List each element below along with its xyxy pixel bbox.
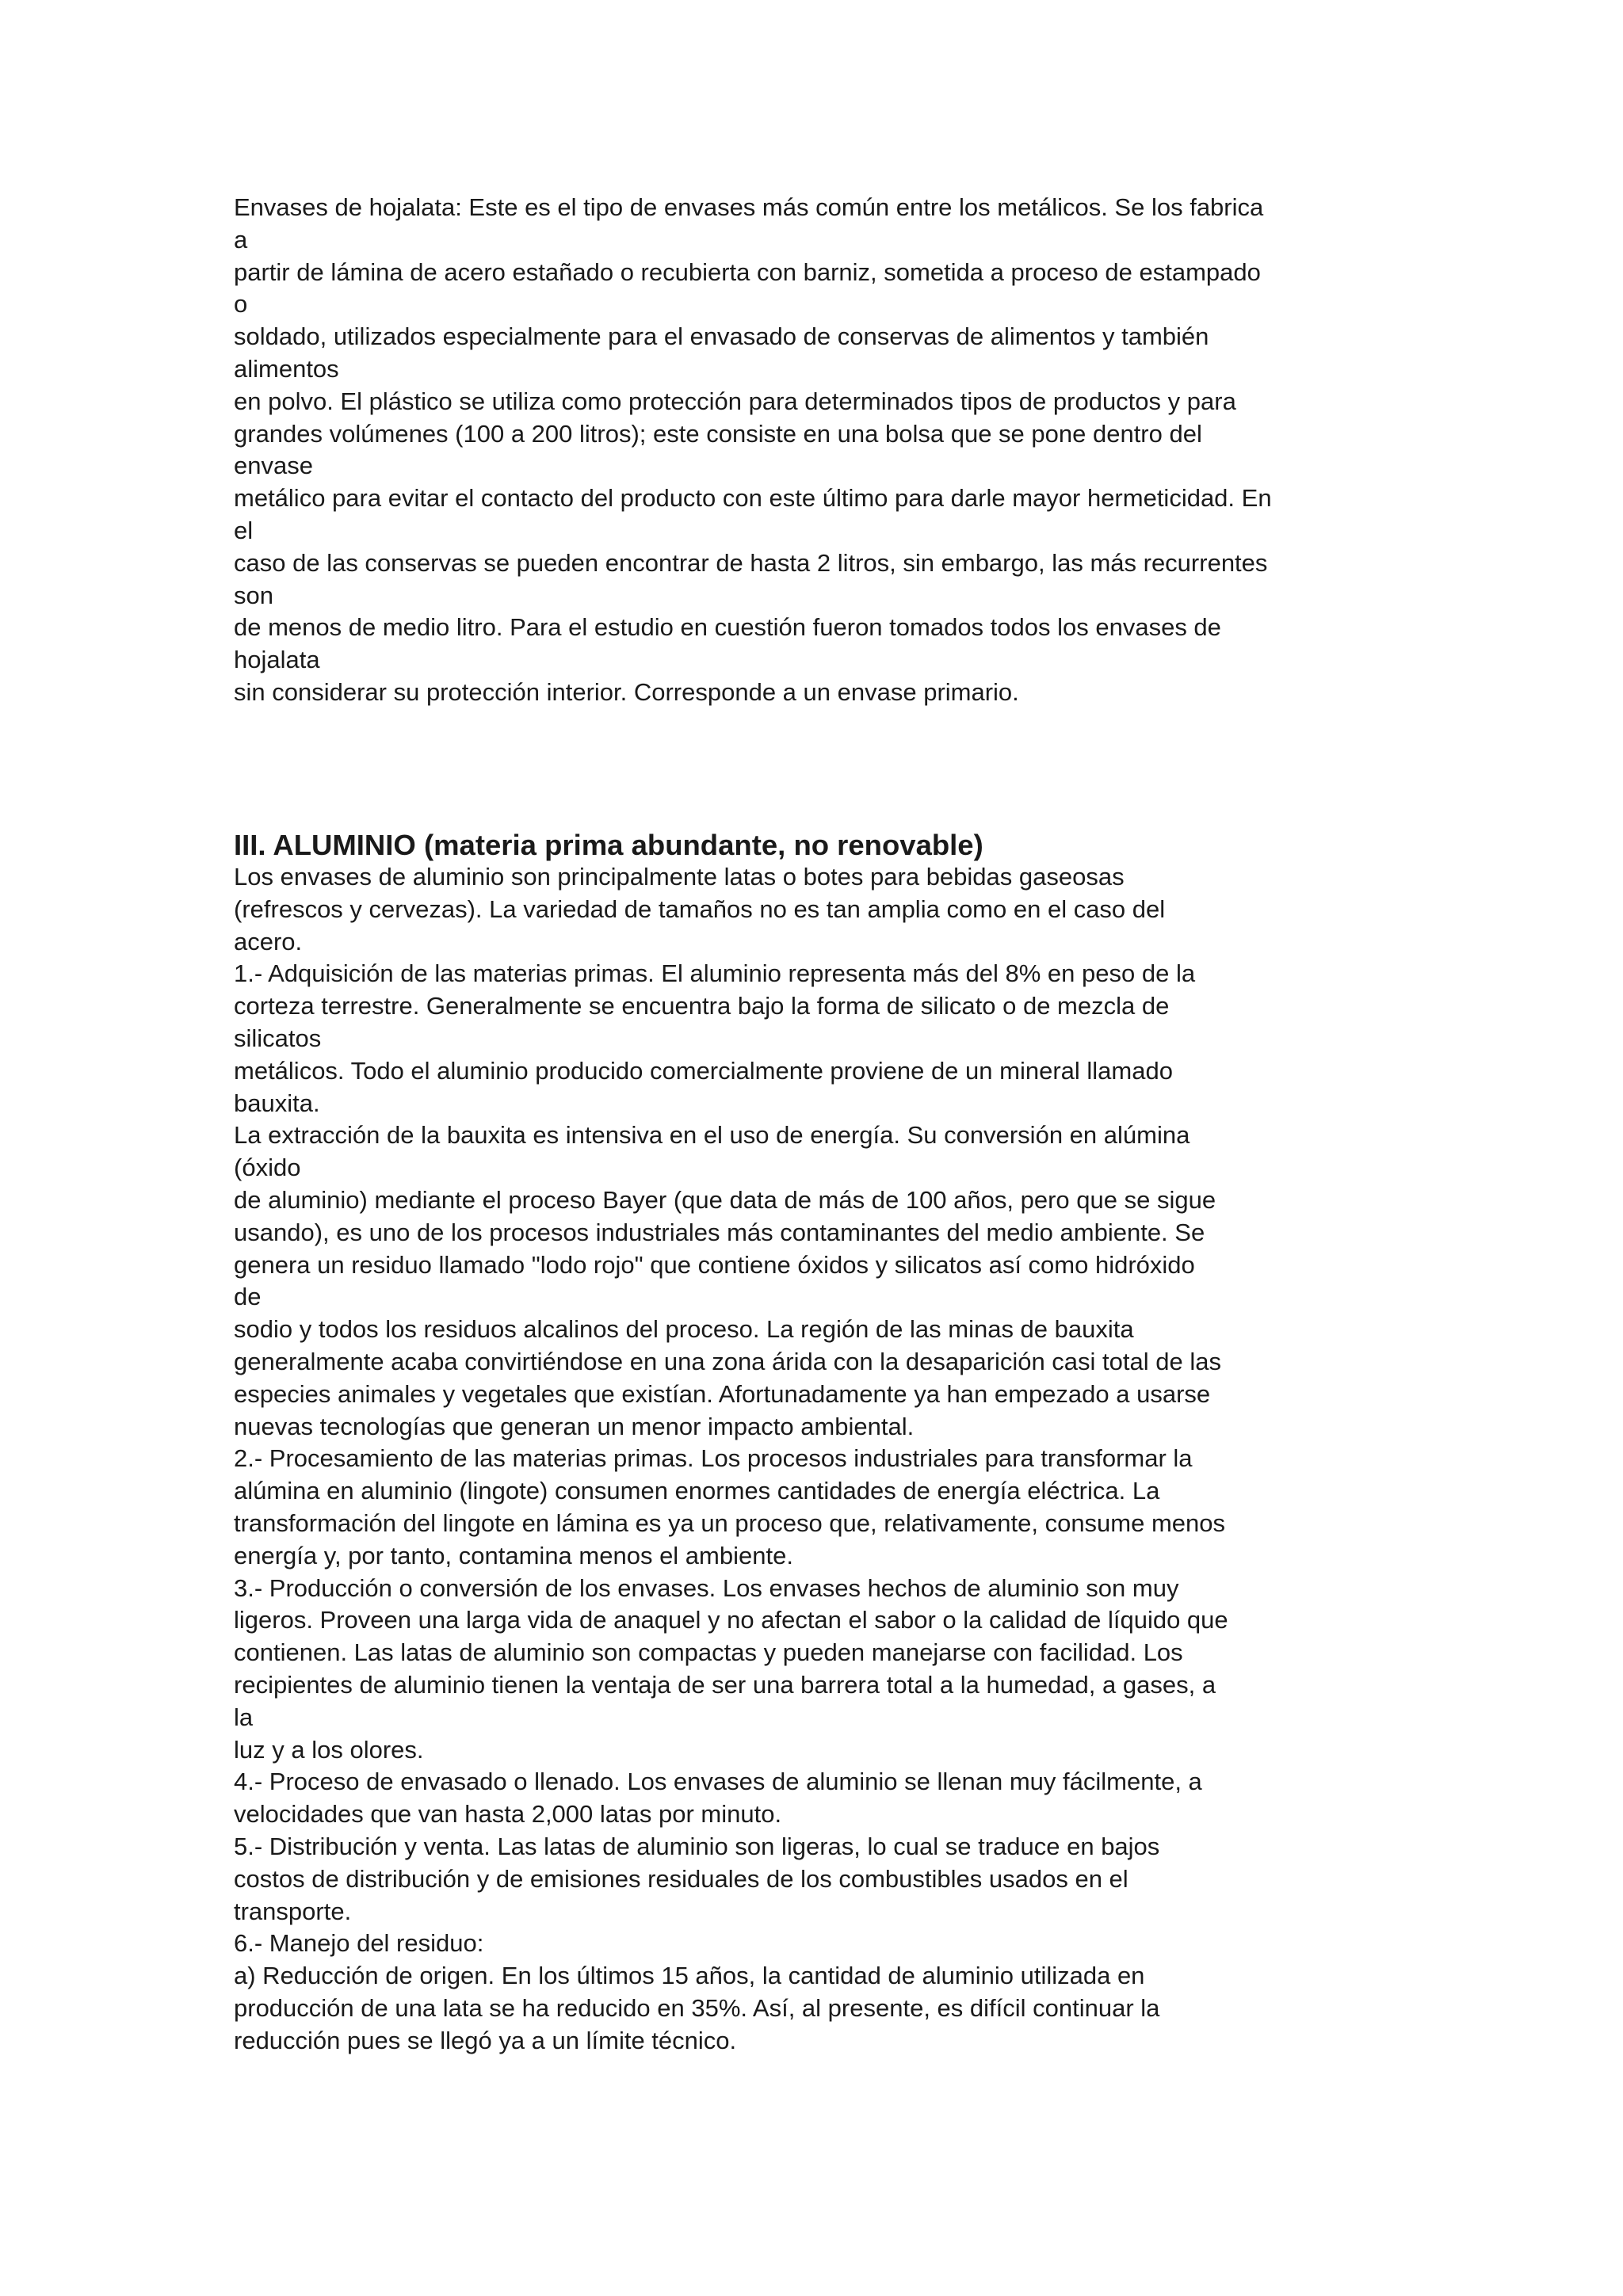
text-line: el	[234, 516, 254, 544]
text-line: metálicos. Todo el aluminio producido comercialmente proviene de un mineral llamado	[234, 1056, 1173, 1085]
text-line: (refrescos y cervezas). La variedad de tamaños no es tan amplia como en el caso del	[234, 894, 1166, 923]
text-line: producción de una lata se ha reducido en 35%. Así, al presente, es difícil continuar la	[234, 1993, 1160, 2022]
text-line: en polvo. El plástico se utiliza como protección para determinados tipos de productos y para	[234, 387, 1236, 415]
text-line: alúmina en aluminio (lingote) consumen enormes cantidades de energía eléctrica. La	[234, 1477, 1160, 1505]
text-line: energía y, por tanto, contamina menos el ambiente.	[234, 1541, 793, 1569]
text-line: soldado, utilizados especialmente para el envasado de conservas de alimentos y también	[234, 322, 1209, 351]
aluminio-section	[234, 827, 1423, 2057]
text-line: usando), es uno de los procesos industriales más contaminantes del medio ambiente. Se	[234, 1218, 1205, 1246]
text-line: 6.- Manejo del residuo:	[234, 1929, 484, 1958]
text-line: sodio y todos los residuos alcalinos del proceso. La región de las minas de bauxita	[234, 1315, 1134, 1344]
text-line: La extracción de la bauxita es intensiva en el uso de energía. Su conversión en alúmina	[234, 1121, 1190, 1150]
text-line: contienen. Las latas de aluminio son compactas y pueden manejarse con facilidad. Los	[234, 1638, 1183, 1667]
text-line: nuevas tecnologías que generan un menor impacto ambiental.	[234, 1412, 915, 1440]
section-heading: III. ALUMINIO (materia prima abundante, no renovable)	[234, 829, 983, 861]
text-line: ligeros. Proveen una larga vida de anaquel y no afectan el sabor o la calidad de líquido que	[234, 1606, 1228, 1634]
text-line: bauxita.	[234, 1089, 320, 1117]
text-line: 3.- Producción o conversión de los envases. Los envases hechos de aluminio son muy	[234, 1573, 1179, 1602]
text-line: Envases de hojalata: Este es el tipo de envases más común entre los metálicos. Se los fabrica	[234, 193, 1264, 221]
text-line: de	[234, 1283, 262, 1311]
text-line: son	[234, 581, 273, 609]
text-line: 2.- Procesamiento de las materias primas. Los procesos industriales para transformar la	[234, 1444, 1193, 1473]
text-line: 4.- Proceso de envasado o llenado. Los envases de aluminio se llenan muy fácilmente, a	[234, 1768, 1202, 1796]
text-line: de aluminio) mediante el proceso Bayer (que data de más de 100 años, pero que se sigue	[234, 1185, 1216, 1214]
text-line: transformación del lingote en lámina es ya un proceso que, relativamente, consume menos	[234, 1508, 1226, 1537]
text-line: generalmente acaba convirtiéndose en una zona árida con la desaparición casi total de las	[234, 1347, 1221, 1375]
text-line: a	[234, 225, 248, 254]
text-line: hojalata	[234, 646, 320, 674]
text-line: silicatos	[234, 1024, 322, 1052]
text-line: (óxido	[234, 1154, 301, 1182]
text-line: metálico para evitar el contacto del producto con este último para darle mayor hermeticidad. En	[234, 484, 1272, 513]
text-line: Los envases de aluminio son principalmente latas o botes para bebidas gaseosas	[234, 863, 1125, 891]
text-line: a) Reducción de origen. En los últimos 15 años, la cantidad de aluminio utilizada en	[234, 1962, 1145, 1990]
text-line: reducción pues se llegó ya a un límite técnico.	[234, 2026, 737, 2054]
text-line: costos de distribución y de emisiones residuales de los combustibles usados en el	[234, 1864, 1128, 1893]
text-line: 5.- Distribución y venta. Las latas de aluminio son ligeras, lo cual se traduce en bajos	[234, 1832, 1160, 1860]
text-line: transporte.	[234, 1897, 352, 1925]
text-line: partir de lámina de acero estañado o recubierta con barniz, sometida a proceso de estampado	[234, 257, 1261, 286]
text-line: caso de las conservas se pueden encontrar de hasta 2 litros, sin embargo, las más recurrentes	[234, 548, 1268, 577]
text-line: genera un residuo llamado "lodo rojo" que contiene óxidos y silicatos así como hidróxido	[234, 1250, 1195, 1279]
hojalata-paragraph	[234, 192, 1423, 709]
text-line: la	[234, 1703, 254, 1731]
text-line: recipientes de aluminio tienen la ventaja de ser una barrera total a la humedad, a gases, a	[234, 1670, 1216, 1699]
text-line: acero.	[234, 927, 303, 955]
text-line: envase	[234, 452, 313, 480]
text-line: o	[234, 290, 248, 318]
text-line: 1.- Adquisición de las materias primas. El aluminio representa más del 8% en peso de la	[234, 959, 1196, 988]
text-line: especies animales y vegetales que existían. Afortunadamente ya han empezado a usarse	[234, 1379, 1211, 1408]
text-line: corteza terrestre. Generalmente se encuentra bajo la forma de silicato o de mezcla de	[234, 992, 1170, 1020]
text-line: velocidades que van hasta 2,000 latas por minuto.	[234, 1800, 782, 1829]
text-line: grandes volúmenes (100 a 200 litros); este consiste en una bolsa que se pone dentro del	[234, 419, 1202, 448]
text-line: alimentos	[234, 354, 339, 383]
text-line: sin considerar su protección interior. Corresponde a un envase primario.	[234, 677, 1019, 706]
text-line: de menos de medio litro. Para el estudio en cuestión fueron tomados todos los envases de	[234, 613, 1221, 642]
text-line: luz y a los olores.	[234, 1735, 424, 1764]
